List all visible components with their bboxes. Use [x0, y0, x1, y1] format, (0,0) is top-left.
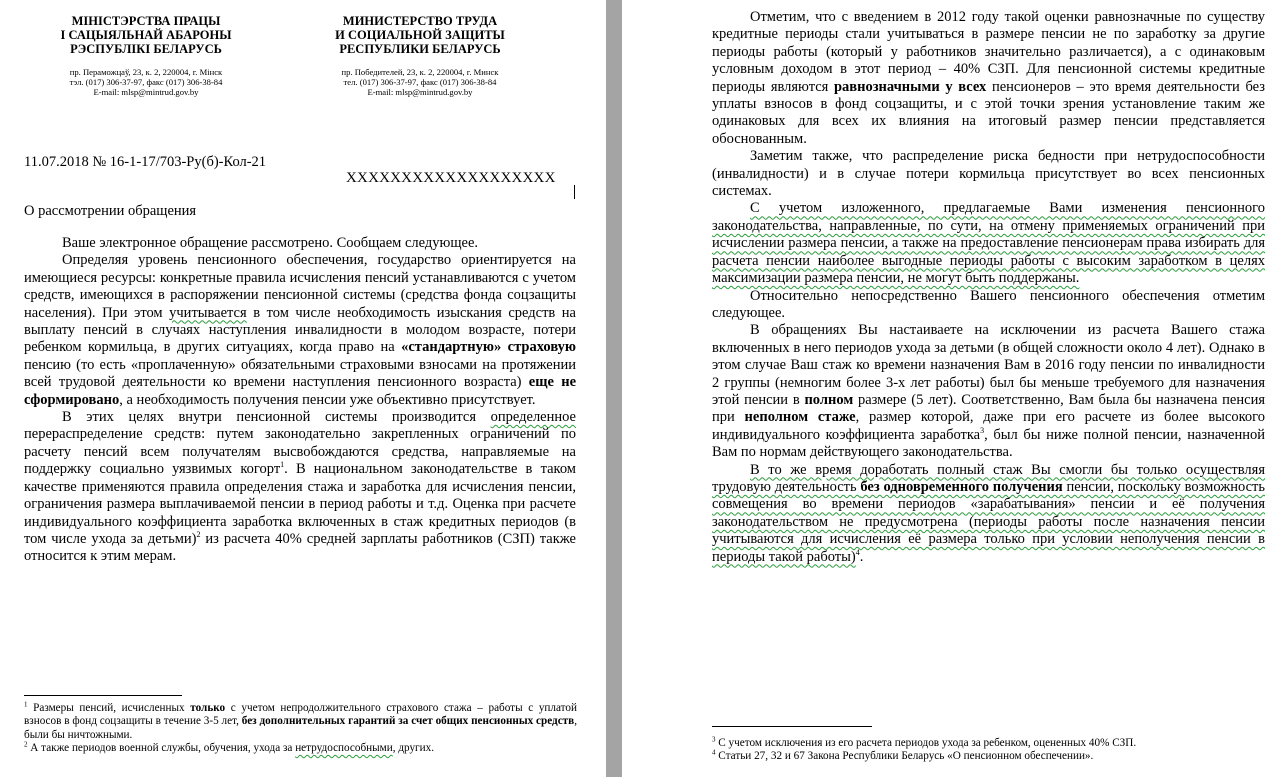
address-line: пр. Пераможцаў, 23, к. 2, 220004, г. Мінск	[69, 67, 223, 77]
paragraph: Относительно непосредственно Вашего пенсионного обеспечения отметим следующее.	[712, 287, 1265, 321]
bold-text: только	[190, 702, 226, 714]
ministry-line: РЭСПУБЛІКІ БЕЛАРУСЬ	[70, 42, 222, 56]
footnote-separator	[24, 695, 182, 696]
letter-body-right	[712, 9, 1265, 566]
footnote	[712, 737, 1265, 750]
footnote-number: 2	[24, 740, 28, 749]
text-run: с учетом непродолжительного страхового стажа – работы с уплатой взносов в фонд соцзащиты в течение 3-5 лет,	[24, 702, 577, 728]
ministry-line: І САЦЫЯЛЬНАЙ АБАРОНЫ	[60, 28, 232, 42]
footnote-ref[interactable]: 4	[855, 547, 860, 557]
paragraph	[712, 200, 1265, 287]
text-run: В то же время доработать полный стаж Вы смогли бы только осуществляя трудовую деятельность	[712, 461, 1265, 495]
text-run: Размеры пенсий, исчисленных	[27, 702, 191, 714]
letter-subject: О рассмотрении обращения	[24, 203, 197, 219]
text-run: , других.	[392, 741, 435, 754]
paragraph	[24, 252, 576, 409]
text-run: из расчета 40% средней зарплаты работников (СЗП) также относится к этим мерам.	[24, 530, 576, 565]
text-run: В обращениях Вы настаиваете на исключении из расчета Вашего стажа включенных в него периодов ухода за детьми (в общей сложности около 4 лет). Однако в этом случае Ваш стаж ко времени назначения Вам в 2016 году пенсии по инвалидности 2 группы (немногим более 3-х лет работы) был бы меньше требуемого для назначения этой пенсии в	[712, 322, 1265, 408]
text-run: . В национальном законодательстве в таком качестве применяются правила определения стажа и заработка для исчисления пенсии, ограничения размера выплачиваемой пенсии в период работы и т.д. Оценка при расчете индивидуального коэффициента заработка включенных в стаж кредитных периодов (в том числе ухода за детьми)	[24, 461, 576, 547]
bold-text: без одновременного получения	[860, 478, 1063, 495]
reference-number: 11.07.2018 № 16-1-17/703-Ру(б)-Кол-21	[24, 154, 267, 170]
addressee: ХХХХХХХХХХХХХХХХХХХ	[346, 170, 556, 186]
footnote-number: 4	[712, 748, 716, 757]
text-run: .	[859, 548, 864, 565]
grammar-flagged-text	[712, 462, 1265, 565]
ministry-line: МІНІСТЭРСТВА ПРАЦЫ	[71, 14, 221, 28]
bold-text: без дополнительных гарантий за счет общих пенсионных средств	[241, 715, 575, 728]
grammar-flagged-text: определенное	[490, 409, 576, 426]
bold-text: равнозначными у всех	[833, 78, 987, 95]
grammar-flagged-text: учитывается	[169, 304, 247, 321]
text-run: в том числе необходимость изыскания средств на выплату пенсий в случаях наступления инвалидности в молодом возрасте, потери ребенком кормильца, в других ситуациях, когда право на	[24, 304, 576, 356]
text-run: Определяя уровень пенсионного обеспечения, государство ориентируется на имеющиеся ресурсы: конкретные правила исчисления пенсий устанавливаются с учетом средств, имеющихся в распоряжении пенсионной системы (средства фонда соцзащиты населения). При этом	[24, 252, 576, 321]
footnote	[24, 702, 577, 742]
footnote-ref[interactable]: 3	[980, 425, 985, 435]
ministry-line: МИНИСТЕРСТВО ТРУДА	[342, 14, 498, 28]
ministry-address-by	[6, 67, 286, 97]
text-run: , были бы ничтожными.	[24, 715, 577, 741]
text-run: пенсионеров – это время деятельности без уплаты взносов в фонд соцзащиты, и с этой точки зрения установление таким же одинаковых для всех их влияния на итоговый размер пенсии представляется обоснованным.	[712, 78, 1265, 147]
letterhead-belarusian	[6, 14, 286, 97]
text-run: пенсию (то есть «проплаченную» обязательными страховыми взносами на протяжении всей трудовой деятельности ко времени наступления пенсионного возраста)	[24, 356, 576, 391]
text-run: , размер которой, даже при его расчете из более высокого индивидуального коэффициента заработка	[712, 409, 1265, 443]
paragraph	[24, 409, 576, 566]
text-run: , а необходимость получения пенсии уже объективно присутствует.	[119, 391, 536, 408]
bold-text: неполном стаже	[744, 409, 856, 426]
text-run: перераспределение средств: путем законодательно закрепленных ограничений по расчету пенсий всем получателям высвобождаются средства, направляемые на поддержку социально уязвимых когорт	[24, 426, 576, 478]
letterhead-russian	[280, 14, 560, 97]
text-run: , был бы ниже полной пенсии, назначенной Вам по нормам действующего законодательства.	[712, 426, 1265, 461]
address-line: пр. Победителей, 23, к. 2, 220004, г. Минск	[341, 67, 499, 77]
grammar-flagged-text: нетрудоспособными	[295, 741, 393, 754]
phone-line: тел. (017) 306-37-97, факс (017) 306-38-84	[343, 77, 497, 87]
ministry-address-ru	[280, 67, 560, 97]
footnote	[712, 750, 1265, 763]
footnotes-left	[24, 702, 577, 755]
ministry-name-ru	[280, 14, 560, 56]
text-run: размере (5 лет). Соответственно, Вам была бы назначена пенсия при	[712, 391, 1265, 426]
text-run: С учетом исключения из его расчета периодов ухода за ребенком, оцененных 40% СЗП.	[715, 737, 1137, 749]
grammar-flagged-text: С учетом изложенного, предлагаемые Вами изменения пенсионного законодательства, направленные, по сути, на отмену применяемых ограничений при исчислении размера пенсии, а также на предоставление пенсионерам права избирать для расчета пенсии наиболее выгодные периоды работы с высоким заработком в целях максимизации размера пенсии, не могут быть поддержаны.	[712, 200, 1265, 287]
footnote-separator	[712, 726, 872, 727]
footnote	[24, 742, 577, 755]
ministry-name-by	[6, 14, 286, 56]
email-line: E-mail: mlsp@mintrud.gov.by	[367, 87, 473, 97]
paragraph	[712, 322, 1265, 461]
text-run: пенсии, поскольку возможность совмещения во времени периодов «зарабатывания» пенсии и её получения законодательством не предусмотрена (периоды работы после назначения пенсии учитываются для исчисления её размера только при условии неполучения пенсии в периоды такой работы)	[712, 478, 1265, 565]
email-line: E-mail: mlsp@mintrud.gov.by	[93, 87, 199, 97]
footnote-number: 3	[712, 735, 716, 744]
footnote-number: 1	[24, 700, 28, 709]
footnote-ref[interactable]: 2	[196, 530, 201, 540]
text-run: Статьи 27, 32 и 67 Закона Республики Беларусь «О пенсионном обеспечении».	[715, 750, 1094, 763]
text-run: А также периодов военной службы, обучения, ухода за	[27, 741, 296, 754]
phone-line: тэл. (017) 306-37-97, факс (017) 306-38-84	[69, 77, 223, 87]
paragraph: Заметим также, что распределение риска бедности при нетрудоспособности (инвалидности) и в случае потери кормильца присутствует во всех пенсионных системах.	[712, 148, 1265, 200]
bold-text: полном	[804, 391, 854, 408]
paragraph	[712, 462, 1265, 566]
footnote-ref[interactable]: 1	[280, 460, 285, 470]
bold-text: «стандартную» страховую	[401, 339, 576, 356]
ministry-line: РЕСПУБЛИКИ БЕЛАРУСЬ	[339, 42, 501, 56]
footnotes-right	[712, 737, 1265, 764]
paragraph	[712, 9, 1265, 148]
text-run: Отметим, что с введением в 2012 году такой оценки равнозначные по существу кредитные периоды стали учитываться в размере пенсии не по заработку за другие периоды работы (который у работников значительно различается), а с одинаковым условным доходом в этот период – 40% СЗП. Для пенсионной системы кредитные периоды являются	[712, 9, 1265, 95]
letter-body-left	[24, 235, 576, 566]
document-page-left	[0, 0, 606, 777]
text-cursor	[574, 185, 575, 199]
ministry-line: И СОЦИАЛЬНОЙ ЗАЩИТЫ	[335, 28, 505, 42]
bold-text: еще не сформировано	[24, 374, 577, 408]
paragraph: Ваше электронное обращение рассмотрено. Сообщаем следующее.	[62, 235, 479, 251]
text-run: В этих целях внутри пенсионной системы производится	[62, 409, 491, 426]
